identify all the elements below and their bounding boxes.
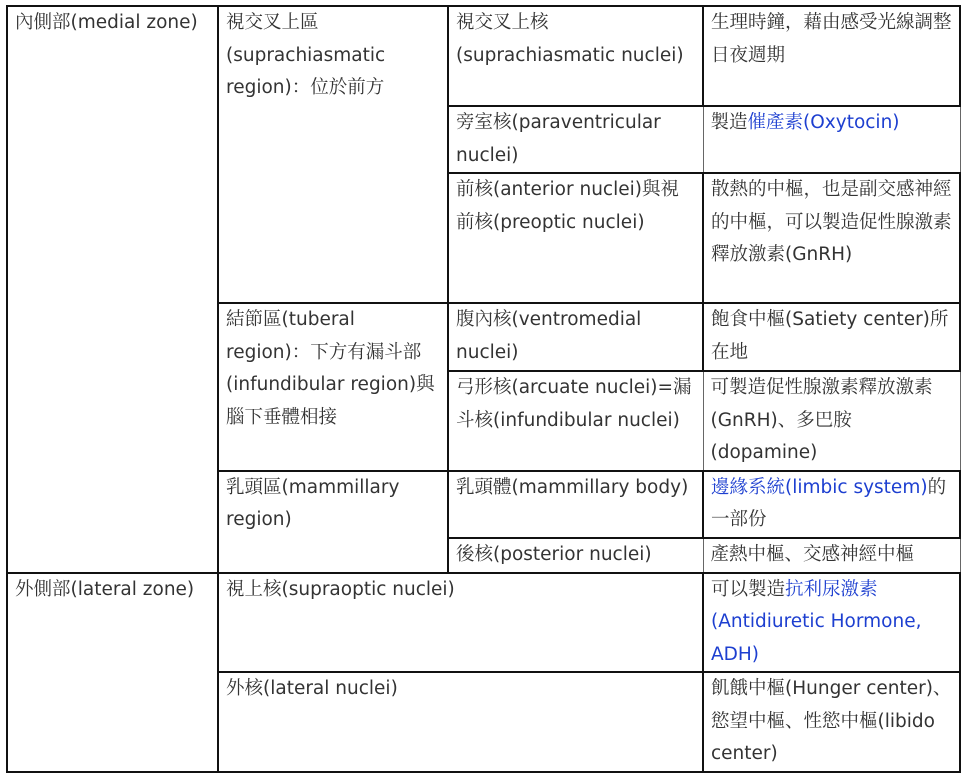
nucleus-cell: 旁室核(paraventricular nuclei) (448, 106, 703, 173)
nucleus-cell: 乳頭體(mammillary body) (448, 471, 703, 538)
function-cell: 散熱的中樞，也是副交感神經的中樞，可以製造促性腺激素釋放激素(GnRH) (703, 173, 960, 303)
region-cell: 結節區(tuberal region)：下方有漏斗部(infundibular region)與腦下垂體相接 (218, 303, 448, 471)
function-cell (703, 106, 960, 173)
nucleus-cell: 弓形核(arcuate nuclei)=漏斗核(infundibular nuclei) (448, 371, 703, 471)
adh-link[interactable]: 抗利尿激素(Antidiuretic Hormone, ADH) (711, 578, 922, 665)
nucleus-cell: 外核(lateral nuclei) (218, 672, 703, 772)
function-cell: 生理時鐘，藉由感受光線調整日夜週期 (703, 6, 960, 106)
hypothalamus-nuclei-table (6, 5, 961, 773)
function-cell: 飽食中樞(Satiety center)所在地 (703, 303, 960, 371)
nucleus-cell: 視上核(supraoptic nuclei) (218, 573, 703, 673)
nucleus-cell: 後核(posterior nuclei) (448, 538, 703, 573)
function-cell (703, 573, 960, 673)
function-cell: 可製造促性腺激素釋放激素(GnRH)、多巴胺(dopamine) (703, 371, 960, 471)
oxytocin-link[interactable]: 催產素(Oxytocin) (747, 112, 900, 133)
limbic-system-link[interactable]: 邊緣系統(limbic system) (711, 476, 928, 498)
nucleus-cell: 前核(anterior nuclei)與視前核(preoptic nuclei) (448, 173, 703, 303)
function-cell (703, 471, 960, 538)
function-text: 的一部份 (711, 476, 947, 530)
function-cell: 飢餓中樞(Hunger center)、慾望中樞、性慾中樞(libido center) (703, 672, 960, 772)
region-cell: 視交叉上區(suprachiasmatic region)：位於前方 (218, 6, 448, 303)
zone-cell: 內側部(medial zone) (7, 6, 218, 573)
table-row (7, 6, 960, 106)
function-cell: 產熱中樞、交感神經中樞 (703, 538, 960, 573)
table-row (7, 573, 960, 673)
function-text: 可以製造 (711, 578, 786, 600)
function-text: 製造 (710, 112, 748, 133)
region-cell: 乳頭區(mammillary region) (218, 471, 448, 573)
zone-cell: 外側部(lateral zone) (7, 573, 218, 772)
nucleus-cell: 視交叉上核(suprachiasmatic nuclei) (448, 6, 703, 106)
nucleus-cell: 腹內核(ventromedial nuclei) (448, 303, 703, 371)
